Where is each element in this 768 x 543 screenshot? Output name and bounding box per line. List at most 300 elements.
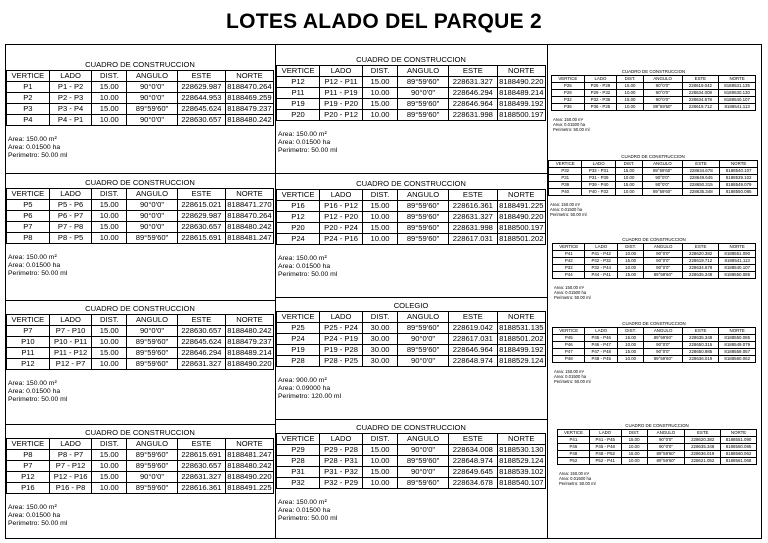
norte-cell: 8188560.062 — [719, 356, 756, 363]
dist-cell: 10.00 — [617, 342, 643, 349]
vertice-cell: P48 — [553, 356, 585, 363]
dist-cell: 15.00 — [617, 349, 643, 356]
area-text: Area: 0.09000 ha — [278, 385, 331, 392]
area-text: Area: 0.01500 ha — [559, 476, 592, 481]
dist-cell: 10.00 — [92, 211, 127, 222]
lado-cell: P48 - P52 — [589, 451, 621, 458]
norte-cell: 8188490.220 — [227, 472, 272, 481]
norte-header: NORTE — [497, 434, 545, 445]
table-row — [277, 356, 546, 367]
dist-cell: 15.00 — [363, 445, 398, 456]
lado-cell: P24 - P16 — [320, 234, 363, 245]
table-caption: CUADRO DE CONSTRUCCION — [356, 423, 466, 432]
norte-header: NORTE — [497, 66, 545, 77]
vertice-cell: P25 — [552, 83, 585, 90]
vertice-cell: P20 — [277, 223, 320, 234]
lado-cell: P41 - P45 — [589, 437, 621, 444]
area-text: Area: 0.01500 ha — [550, 207, 583, 212]
table-header-row — [553, 328, 756, 335]
lado-cell: P8 - P5 — [49, 233, 92, 244]
table-row — [549, 175, 758, 182]
table-row — [277, 110, 546, 121]
area-text: Area: 0.01500 ha — [554, 290, 587, 295]
vertice-cell: P24 — [277, 234, 320, 245]
lado-cell: P3 - P4 — [49, 104, 92, 115]
angulo-cell: 90°0'0" — [127, 200, 178, 211]
este-cell: 228636.019 — [682, 356, 719, 363]
table-header-row — [277, 190, 546, 201]
dist-cell: 10.00 — [617, 265, 643, 272]
lado-header: LADO — [49, 315, 92, 326]
vertice-cell: P12 — [7, 359, 50, 370]
vertice-cell: P29 — [552, 90, 585, 97]
dist-cell: 15.00 — [92, 104, 127, 115]
lado-cell: P12 - P7 — [49, 359, 92, 370]
norte-cell: 8188499.192 — [497, 345, 545, 356]
lado-cell: P7 - P12 — [49, 461, 92, 472]
area-text: Area: 0.01500 ha — [278, 139, 331, 146]
lado-cell: P8 - P7 — [49, 450, 92, 461]
construction-table — [276, 55, 546, 121]
table-row — [7, 450, 274, 461]
este-header: ESTE — [685, 430, 721, 437]
construction-table — [276, 301, 546, 367]
table-row — [553, 335, 756, 342]
norte-cell: 8188550.085 — [719, 335, 756, 342]
lado-cell: P45 - P46 — [585, 335, 617, 342]
norte-cell: 8188499.192 — [497, 99, 545, 110]
dist-cell: 10.00 — [617, 356, 643, 363]
angulo-cell: 89°59'60" — [127, 348, 178, 359]
este-cell: 228649.645 — [449, 467, 497, 478]
norte-cell: 8188540.107 — [720, 168, 758, 175]
table-row — [277, 223, 546, 234]
lado-cell: P12 - P11 — [320, 77, 363, 88]
area-text: Area: 150.00 m² — [8, 136, 57, 143]
lado-cell: P1 - P2 — [49, 82, 92, 93]
vertice-cell: P48 — [558, 451, 590, 458]
row-divider — [5, 173, 275, 174]
norte-cell: 8188549.079 — [720, 182, 758, 189]
este-header: ESTE — [177, 189, 225, 200]
angulo-header: ANGULO — [398, 434, 449, 445]
norte-cell: 8188501.202 — [497, 334, 545, 345]
construction-table — [6, 60, 274, 126]
este-cell: 228620.382 — [682, 251, 719, 258]
vertice-header: VERTICE — [7, 439, 50, 450]
vertice-header: VERTICE — [7, 71, 50, 82]
este-cell: 228619.042 — [682, 83, 719, 90]
vertice-header: VERTICE — [277, 434, 320, 445]
table-caption: CUADRO DE CONSTRUCCION — [85, 304, 195, 313]
este-cell: 228619.712 — [682, 104, 719, 111]
dist-cell: 15.00 — [92, 326, 127, 337]
angulo-cell: 90°0'0" — [644, 349, 683, 356]
table-row — [553, 356, 756, 363]
angulo-header: ANGULO — [643, 161, 683, 168]
table-caption: CUADRO DE CONSTRUCCION — [621, 154, 685, 159]
vertice-cell: P24 — [277, 334, 320, 345]
angulo-cell: 90°0'0" — [647, 444, 685, 451]
vertice-cell: P40 — [549, 189, 582, 196]
area-summary — [278, 377, 546, 401]
norte-cell: 8188550.085 — [721, 444, 757, 451]
vertice-header: VERTICE — [558, 430, 590, 437]
construction-table-block — [276, 301, 546, 401]
lado-cell: P31 - P39 — [582, 175, 615, 182]
dist-cell: 15.00 — [92, 82, 127, 93]
vertice-cell: P32 — [277, 478, 320, 489]
dist-cell: 15.00 — [617, 335, 643, 342]
angulo-cell: 89°59'60" — [643, 104, 682, 111]
lado-cell: P45 - P48 — [589, 444, 621, 451]
area-summary — [553, 117, 756, 132]
dist-cell: 30.00 — [363, 334, 398, 345]
dist-cell: 15.00 — [615, 168, 642, 175]
lado-cell: P32 - P29 — [320, 478, 363, 489]
dist-cell: 15.00 — [617, 272, 643, 279]
lado-cell: P19 - P20 — [320, 99, 363, 110]
norte-cell: 8188541.113 — [719, 104, 756, 111]
este-cell: 228644.953 — [177, 93, 225, 104]
norte-cell: 8188480.242 — [227, 222, 272, 231]
perimeter-text: Perimetro: 50.00 ml — [8, 270, 68, 277]
norte-cell: 8188480.242 — [227, 326, 272, 335]
este-cell: 228634.678 — [449, 478, 497, 489]
table-header-row — [553, 244, 756, 251]
vertice-cell: P6 — [7, 211, 50, 222]
dist-cell: 30.00 — [363, 323, 398, 334]
table-caption: CUADRO DE CONSTRUCCION — [85, 428, 195, 437]
este-cell: 228615.691 — [177, 450, 225, 461]
lado-header: LADO — [589, 430, 621, 437]
norte-cell: 8188540.107 — [719, 97, 756, 104]
angulo-cell: 90°0'0" — [644, 251, 683, 258]
vertice-cell: P16 — [277, 201, 320, 212]
angulo-cell: 89°59'60" — [644, 335, 683, 342]
angulo-cell: 89°59'60" — [398, 345, 449, 356]
vertice-cell: P1 — [7, 82, 50, 93]
dist-cell: 10.00 — [363, 478, 398, 489]
angulo-cell: 89°59'60" — [398, 212, 449, 223]
table-caption: CUADRO DE CONSTRUCCION — [625, 423, 689, 428]
este-header: ESTE — [177, 439, 225, 450]
table-row — [552, 83, 756, 90]
norte-header: NORTE — [497, 312, 545, 323]
este-header: ESTE — [682, 244, 719, 251]
dist-cell: 30.00 — [363, 356, 398, 367]
lado-cell: P7 - P10 — [49, 326, 92, 337]
table-row — [277, 99, 546, 110]
construction-table-block — [552, 237, 756, 300]
dist-header: DIST. — [363, 312, 398, 323]
dist-cell: 15.00 — [621, 437, 647, 444]
column-divider — [547, 44, 548, 539]
table-row — [558, 444, 757, 451]
angulo-cell: 90°0'0" — [643, 83, 682, 90]
norte-cell: 8188550.085 — [720, 189, 758, 196]
dist-header: DIST. — [92, 315, 127, 326]
perimeter-text: Perimetro: 50.00 ml — [8, 152, 68, 159]
este-cell: 228631.327 — [449, 212, 497, 223]
table-row — [7, 222, 274, 233]
lado-cell: P12 - P16 — [49, 472, 92, 483]
table-row — [558, 451, 757, 458]
lado-cell: P25 - P24 — [320, 323, 363, 334]
table-row — [7, 472, 274, 483]
angulo-cell: 90°0'0" — [127, 93, 178, 104]
table-row — [277, 467, 546, 478]
vertice-cell: P32 — [549, 168, 582, 175]
dist-header: DIST. — [617, 76, 644, 83]
angulo-cell: 89°59'60" — [127, 483, 178, 494]
vertice-cell: P16 — [7, 483, 50, 494]
vertice-cell: P45 — [553, 335, 585, 342]
norte-cell: 8188551.090 — [719, 251, 756, 258]
angulo-cell: 89°59'60" — [398, 223, 449, 234]
angulo-header: ANGULO — [643, 76, 682, 83]
construction-table — [548, 154, 758, 196]
este-cell: 228630.657 — [177, 115, 225, 126]
table-row — [552, 97, 756, 104]
table-row — [277, 445, 546, 456]
angulo-cell: 89°59'60" — [127, 461, 178, 472]
angulo-cell: 90°0'0" — [643, 97, 682, 104]
table-row — [553, 342, 756, 349]
construction-table-block — [551, 69, 756, 132]
vertice-cell: P4 — [7, 115, 50, 126]
angulo-header: ANGULO — [398, 66, 449, 77]
este-cell: 228634.678 — [682, 265, 719, 272]
row-divider — [5, 300, 275, 301]
dist-header: DIST. — [92, 189, 127, 200]
table-row — [7, 115, 274, 126]
este-cell: 228650.315 — [682, 342, 719, 349]
table-row — [277, 345, 546, 356]
este-cell: 228630.657 — [177, 326, 225, 337]
row-divider — [5, 424, 275, 425]
dist-cell: 30.00 — [363, 345, 398, 356]
lado-cell: P32 - P36 — [584, 97, 617, 104]
table-row — [277, 456, 546, 467]
angulo-cell: 89°59'60" — [398, 478, 449, 489]
vertice-cell: P47 — [553, 349, 585, 356]
vertice-header: VERTICE — [553, 244, 585, 251]
table-caption: CUADRO DE CONSTRUCCION — [356, 179, 466, 188]
area-summary — [278, 255, 546, 279]
este-cell: 228645.624 — [177, 337, 225, 348]
dist-cell: 15.00 — [617, 97, 644, 104]
dist-header: DIST. — [363, 66, 398, 77]
lado-cell: P25 - P29 — [584, 83, 617, 90]
angulo-cell: 90°0'0" — [398, 467, 449, 478]
este-cell: 228635.348 — [682, 335, 719, 342]
norte-cell: 8188559.057 — [719, 349, 756, 356]
page-title: LOTES ALADO DEL PARQUE 2 — [225, 10, 542, 33]
table-row — [552, 90, 756, 97]
norte-cell: 8188551.090 — [721, 437, 757, 444]
lado-cell: P42 - P32 — [585, 258, 617, 265]
area-text: Area: 0.01500 ha — [278, 507, 331, 514]
este-cell: 228648.974 — [449, 356, 497, 367]
perimeter-text: Perimetro: 50.00 ml — [554, 295, 591, 300]
vertice-cell: P29 — [277, 445, 320, 456]
este-header: ESTE — [682, 76, 719, 83]
area-summary — [559, 471, 757, 486]
norte-cell: 8188531.135 — [497, 323, 545, 334]
construction-table-block — [276, 423, 546, 523]
table-header-row — [7, 71, 274, 82]
lado-cell: P46 - P47 — [585, 342, 617, 349]
norte-cell: 8188490.220 — [497, 77, 545, 88]
table-row — [553, 251, 756, 258]
table-row — [552, 104, 756, 111]
lado-cell: P41 - P42 — [585, 251, 617, 258]
lado-header: LADO — [320, 190, 363, 201]
este-cell: 228646.294 — [449, 88, 497, 99]
lado-cell: P10 - P11 — [49, 337, 92, 348]
lado-cell: P4 - P1 — [49, 115, 92, 126]
dist-cell: 10.00 — [621, 458, 647, 465]
norte-cell: 8188500.197 — [497, 223, 545, 234]
angulo-cell: 90°0'0" — [398, 334, 449, 345]
dist-cell: 15.00 — [363, 223, 398, 234]
area-summary — [278, 131, 546, 155]
dist-cell: 15.00 — [615, 182, 642, 189]
area-text: Area: 150.00 m² — [550, 202, 581, 207]
construction-table-block — [6, 304, 274, 404]
area-summary — [8, 136, 274, 160]
norte-header: NORTE — [721, 430, 757, 437]
angulo-cell: 90°0'0" — [398, 445, 449, 456]
area-summary — [550, 202, 758, 217]
vertice-header: VERTICE — [7, 189, 50, 200]
norte-cell: 8188500.197 — [497, 110, 545, 121]
lado-cell: P20 - P24 — [320, 223, 363, 234]
norte-cell: 8188470.264 — [227, 82, 272, 91]
norte-cell: 8188531.135 — [719, 83, 756, 90]
dist-header: DIST. — [617, 328, 643, 335]
lado-cell: P5 - P6 — [49, 200, 92, 211]
este-cell: 228648.974 — [449, 456, 497, 467]
vertice-cell: P7 — [7, 326, 50, 337]
dist-cell: 15.00 — [92, 348, 127, 359]
angulo-cell: 89°59'60" — [127, 359, 178, 370]
dist-header: DIST. — [615, 161, 642, 168]
construction-table-block — [6, 178, 274, 278]
norte-cell: 8188479.237 — [227, 104, 272, 113]
vertice-cell: P19 — [277, 345, 320, 356]
angulo-cell: 90°0'0" — [643, 182, 683, 189]
lado-cell: P7 - P8 — [49, 222, 92, 233]
angulo-header: ANGULO — [127, 315, 178, 326]
perimeter-text: Perimetro: 50.00 ml — [554, 379, 591, 384]
table-row — [7, 82, 274, 93]
area-summary — [8, 504, 274, 528]
area-summary — [554, 285, 756, 300]
norte-cell: 8188489.214 — [497, 88, 545, 99]
area-text: Area: 150.00 m² — [559, 471, 590, 476]
vertice-cell: P19 — [277, 99, 320, 110]
dist-cell: 10.00 — [615, 175, 642, 182]
area-text: Area: 900.00 m² — [278, 377, 327, 384]
area-summary — [554, 369, 756, 384]
dist-cell: 15.00 — [92, 222, 127, 233]
table-row — [558, 437, 757, 444]
vertice-header: VERTICE — [553, 328, 585, 335]
area-text: Area: 0.01500 ha — [278, 263, 331, 270]
perimeter-text: Perimetro: 50.00 ml — [278, 147, 338, 154]
vertice-cell: P39 — [549, 182, 582, 189]
construction-table — [552, 237, 756, 279]
lado-cell: P20 - P12 — [320, 110, 363, 121]
dist-cell: 10.00 — [92, 93, 127, 104]
area-text: Area: 150.00 m² — [554, 285, 585, 290]
construction-table-block — [6, 428, 274, 528]
construction-table-block — [557, 423, 757, 486]
lado-cell: P28 - P25 — [320, 356, 363, 367]
lado-cell: P16 - P8 — [49, 483, 92, 494]
angulo-cell: 89°59'60" — [398, 99, 449, 110]
lado-cell: P12 - P20 — [320, 212, 363, 223]
table-row — [277, 88, 546, 99]
lado-cell: P52 - P41 — [589, 458, 621, 465]
norte-cell: 8188470.264 — [227, 211, 272, 220]
este-cell: 228616.361 — [177, 483, 225, 494]
lado-cell: P32 - P31 — [582, 168, 615, 175]
vertice-cell: P11 — [277, 88, 320, 99]
angulo-cell: 90°0'0" — [643, 175, 683, 182]
table-row — [277, 478, 546, 489]
vertice-cell: P41 — [558, 437, 590, 444]
angulo-cell: 89°59'60" — [398, 323, 449, 334]
norte-header: NORTE — [225, 315, 273, 326]
table-row — [7, 348, 274, 359]
este-cell: 228634.678 — [682, 97, 719, 104]
table-row — [277, 334, 546, 345]
construction-table — [6, 428, 274, 494]
dist-cell: 15.00 — [363, 77, 398, 88]
table-caption: CUADRO DE CONSTRUCCION — [622, 237, 686, 242]
este-cell: 228615.021 — [177, 200, 225, 211]
este-cell: 228645.624 — [177, 104, 225, 115]
angulo-cell: 90°0'0" — [647, 437, 685, 444]
vertice-cell: P31 — [277, 467, 320, 478]
norte-header: NORTE — [719, 328, 756, 335]
angulo-cell: 90°0'0" — [127, 472, 178, 483]
vertice-cell: P32 — [552, 97, 585, 104]
table-header-row — [277, 312, 546, 323]
vertice-cell: P3 — [7, 104, 50, 115]
angulo-cell: 89°59'60" — [127, 104, 178, 115]
este-cell: 228631.327 — [449, 77, 497, 88]
table-header-row — [277, 434, 546, 445]
lado-cell: P48 - P45 — [585, 356, 617, 363]
norte-cell: 8188529.124 — [497, 456, 545, 467]
norte-cell: 8188490.220 — [227, 359, 272, 368]
lado-cell: P29 - P28 — [320, 445, 363, 456]
dist-cell: 15.00 — [92, 200, 127, 211]
perimeter-text: Perimetro: 50.00 ml — [8, 520, 68, 527]
este-cell: 228635.348 — [682, 189, 720, 196]
area-text: Area: 0.01500 ha — [554, 374, 587, 379]
perimeter-text: Perimetro: 50.00 ml — [559, 481, 596, 486]
table-row — [7, 233, 274, 244]
angulo-cell: 89°59'60" — [398, 201, 449, 212]
norte-cell: 8188491.225 — [497, 201, 545, 212]
lado-cell: P44 - P41 — [585, 272, 617, 279]
table-row — [277, 234, 546, 245]
